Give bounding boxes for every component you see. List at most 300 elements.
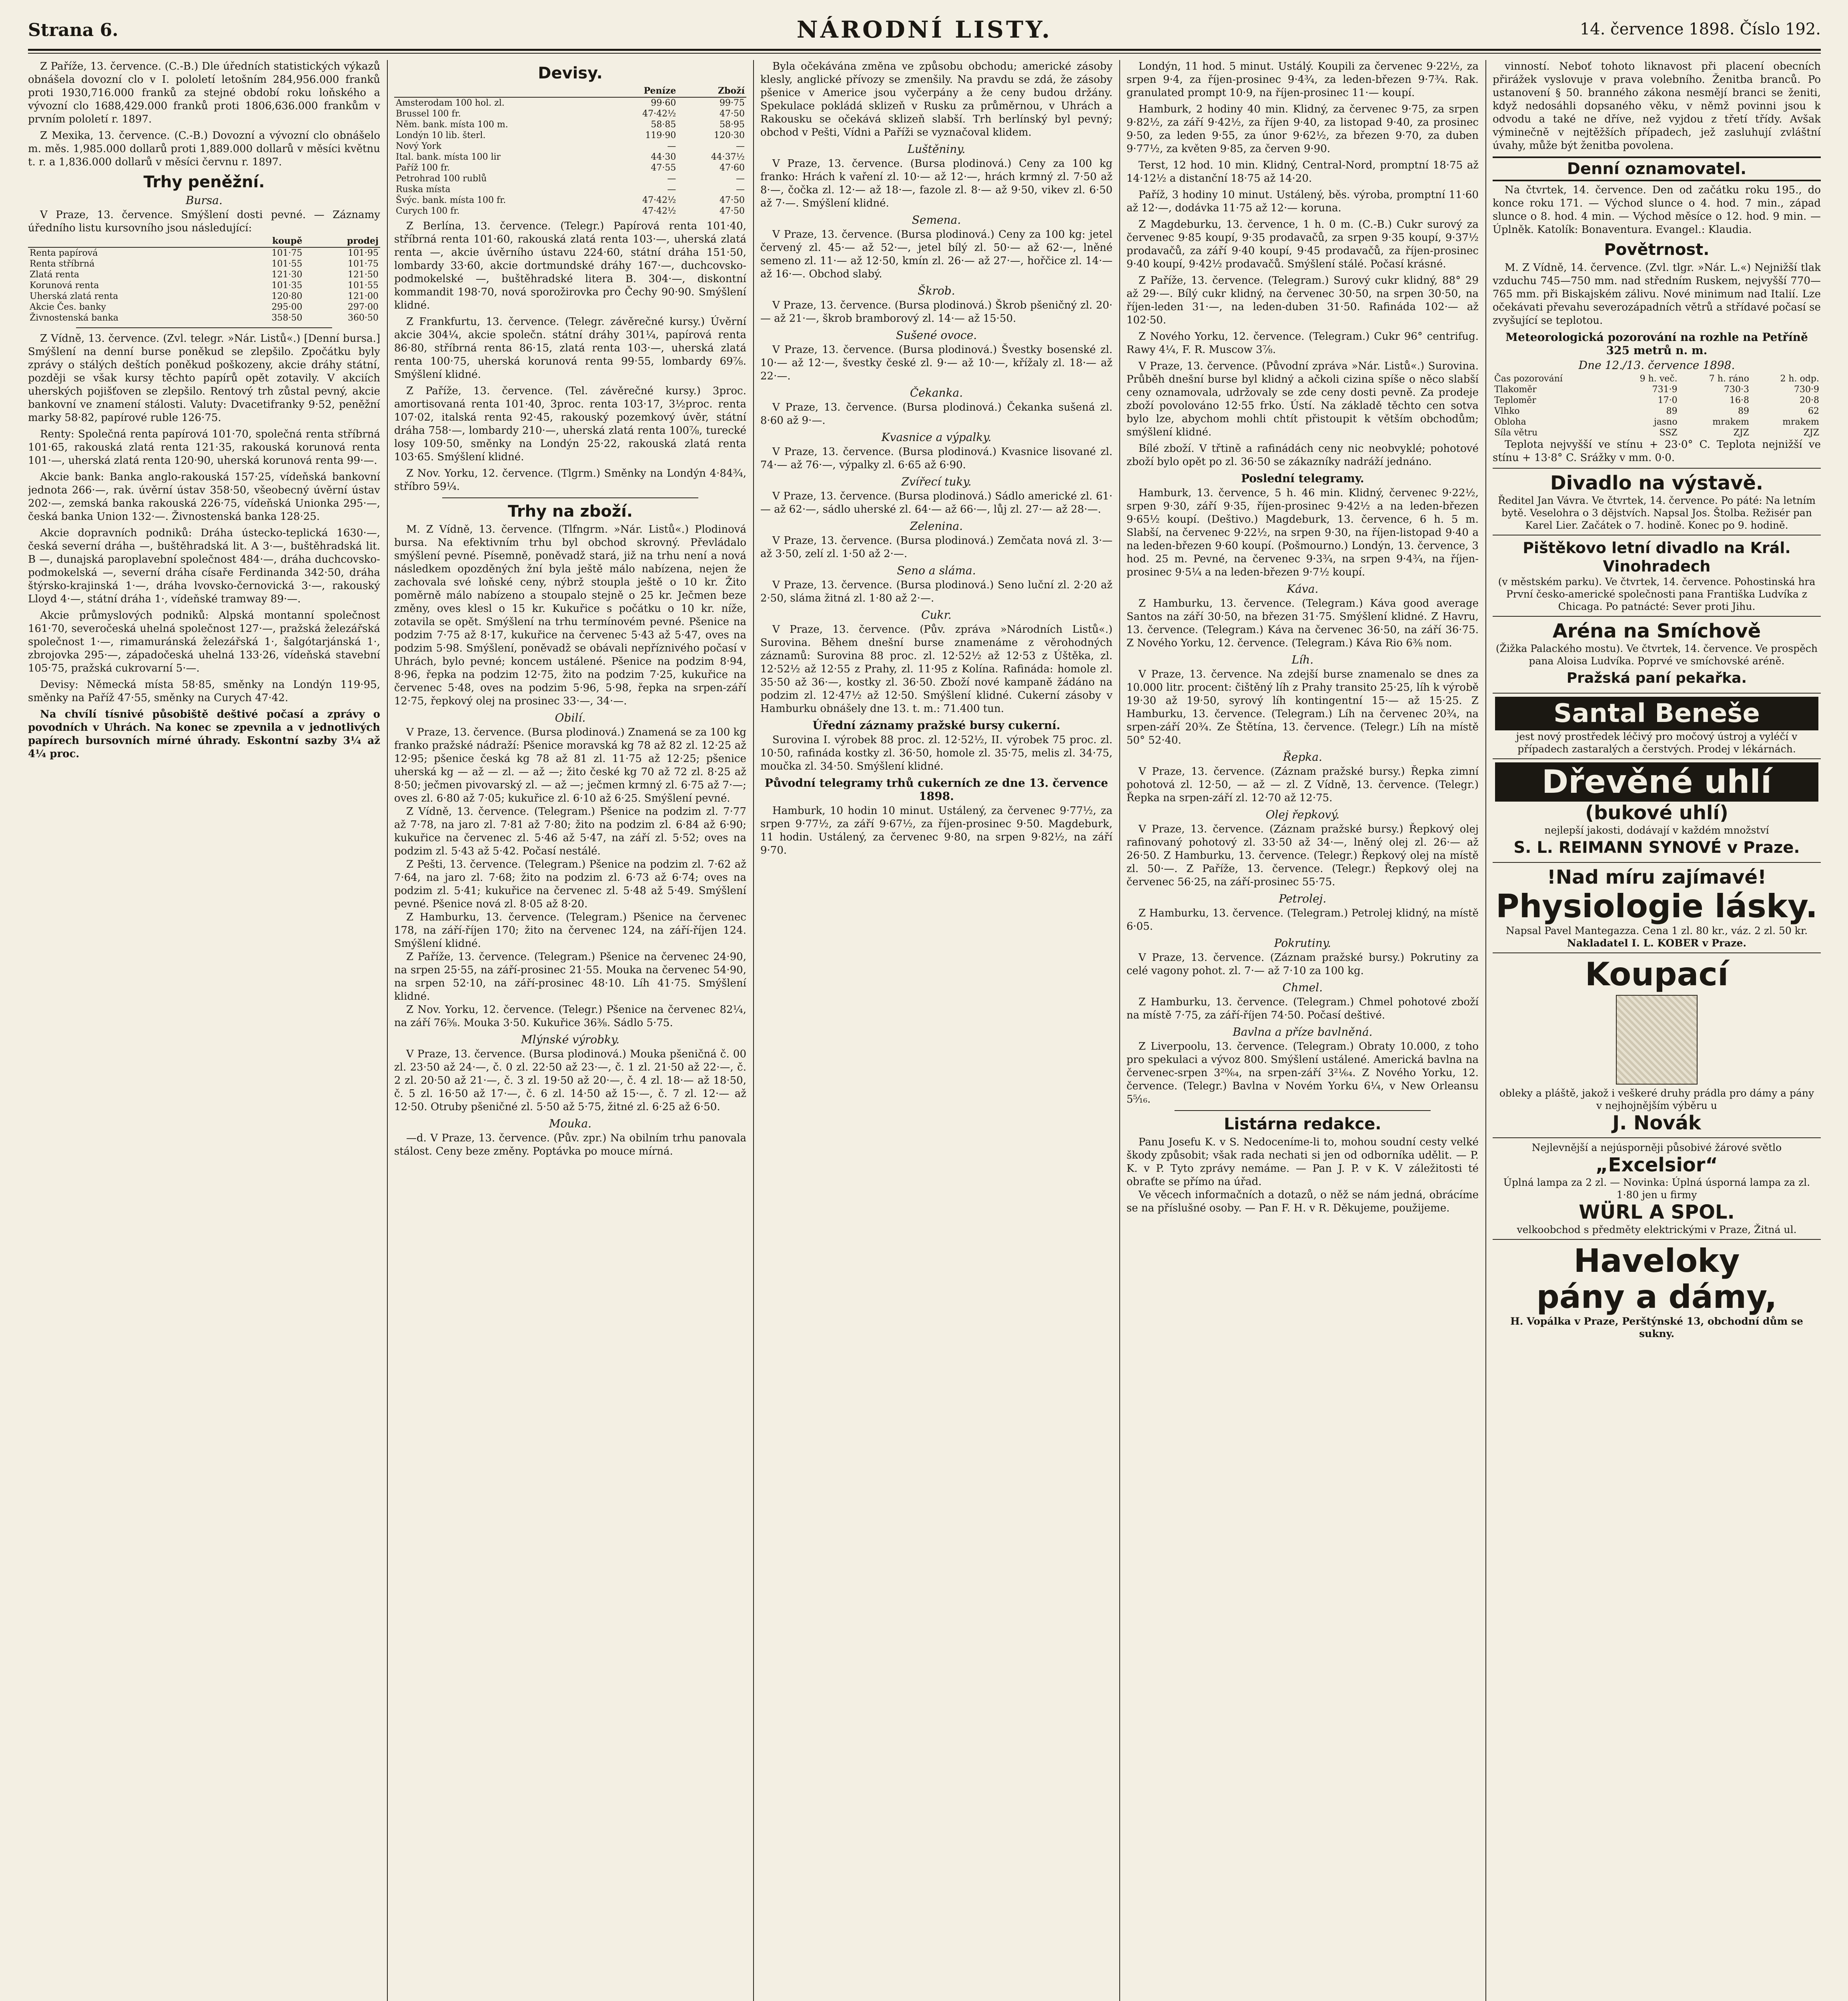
ad-title: Koupací <box>1585 956 1729 993</box>
column-3 <box>760 60 1112 2001</box>
article-market-review <box>760 60 1112 139</box>
article-london-sugar <box>1126 60 1479 100</box>
table-cell: Teploměr <box>1494 395 1536 405</box>
table-cell: 730·9 <box>1794 385 1819 395</box>
ad-title: „Excelsior“ <box>1595 1154 1718 1176</box>
section-subheading: Původní telegramy trhů cukerních ze dne 13. července 1898. <box>764 776 1108 803</box>
article-text: Hamburk, 13. července, 5 h. 46 min. Klidný, červenec 9·22½, srpen 9·30, září 9·35, říjen-prosinec 9·42½ a na leden-březen 9·65½ koupí. (Deštivo.) Magdeburk, 13. července, 6 h. 5 m. Slabší, na červenec 9·22½, na srpen 9·30, na říjen-listopad 9·40 a na leden-březen 9·60 koupí. (Pošmourno.) Londýn, 13. července, 3 hod. 25 m. Pevné, na červenec 9·3¾, na srpen 9·4¾, na říjen-prosinec 9·5¼ a na leden-březen 9·7½ koupí. <box>1126 487 1479 578</box>
table-cell: 121·50 <box>348 270 379 280</box>
table-row <box>1493 395 1821 406</box>
column-divider <box>1485 60 1486 2001</box>
article-text: V Praze, 13. července. (Bursa plodinová.) Sádlo americké zl. 61·— až 62·—, sádlo uherské zl. 64·— až 66·—, lůj zl. 27·— až 28·—. <box>760 490 1112 515</box>
ad-company: S. L. REIMANN SYNOVÉ v Praze. <box>1513 838 1800 857</box>
table-header: koupě <box>230 235 304 247</box>
ad-santal-benes <box>1493 693 1821 758</box>
table-row <box>1493 417 1821 427</box>
section-dried-fruit <box>760 329 1112 383</box>
section-devisy <box>394 64 746 217</box>
table-cell: Něm. bank. místa 100 m. <box>396 120 508 130</box>
ad-text: jest nový prostředek léčivý pro močový ústroj a vyléčí v případech zastaralých a čerstvých. Prodej v lékárnách. <box>1516 731 1798 755</box>
section-subheading: Zelenina. <box>910 519 963 533</box>
ad-bathing-suits <box>1493 952 1821 1137</box>
article-paris-customs <box>28 60 380 126</box>
table-cell: Renta papírová <box>30 248 98 258</box>
column-5 <box>1493 60 1821 2001</box>
section-subheading: Kvasnice a výpalky. <box>881 431 992 444</box>
bather-illustration-icon <box>1616 995 1698 1085</box>
article-text: V Praze, 13. července. (Bursa plodinová.) Zemčata nová zl. 3·— až 3·50, zelí zl. 1·50 až 2·—. <box>760 535 1112 560</box>
table-cell: — <box>667 141 676 151</box>
table-cell: jasno <box>1654 417 1678 427</box>
table-header: Peníze <box>609 85 678 97</box>
section-weather <box>1493 241 1821 327</box>
article-text: Akcie bank: Banka anglo-rakouská 157·25, vídeňská bankovní jednota 266·—, rak. úvěrní ústav 358·50, všeobecný úvěrní ústav 202·—, zemská banka rakouská 226·75, vídeňská Unionka 295·—, česká banka Union 132·—. Živnostenská banka 128·25. <box>28 471 380 523</box>
table-cell: 730·3 <box>1724 385 1749 395</box>
table-cell: ZJZ <box>1803 428 1819 438</box>
table-header: Zboží <box>677 85 746 97</box>
table-row <box>1493 373 1821 384</box>
article-text: Z Paříže, 13. července. (C.-B.) Dle úředních statistických výkazů obnášela dovozní clo v I. pololetí letošním 284,956.000 franků proti 1930,716.000 franků za stejné období roku loňského a vývozní clo 1688,429.000 franků proti 1806,636.000 frankům v prvním pololetí r. 1897. <box>28 60 380 125</box>
ad-text: Nejlevnější a nejúsporněji působivé žárové světlo <box>1531 1142 1782 1153</box>
table-row <box>394 97 746 108</box>
divider <box>442 497 698 498</box>
ad-title: Aréna na Smíchově <box>1552 620 1761 642</box>
table-cell: Akcie Čes. banky <box>30 302 106 312</box>
article-newyork-sugar <box>1126 330 1479 357</box>
article-text: Z Vídně, 13. července. (Telegram.) Pšenice na podzim zl. 7·77 až 7·78, na jaro zl. 7·81 až 7·80; žito na podzim zl. 6·84 až 6·90; kukuřice na červenec zl. 5·46 až 5·47, na září zl. 5·52; oves na podzim zl. 5·43 až 5·42. Počasí nestálé. <box>394 806 746 857</box>
article-text: Byla očekávána změna ve způsobu obchodu; americké zásoby klesly, anglické přívozy se zmenšily. Na pravdu se zdá, že zásoby pšenice v Americe jsou vyčerpány a že ceny budou držány. Spekulace pokládá sklizeň v Rusku za průměrnou, v Uhrách a Rakousku se očekává sklizeň slabší. Trh berlínský byl pevný; obchod v Pešti, Vídni a Paříži se vyznačoval klidem. <box>760 60 1112 138</box>
ad-physiologie <box>1493 862 1821 952</box>
section-subheading: Řepka. <box>1283 750 1323 764</box>
section-subheading: Poslední telegramy. <box>1241 472 1364 485</box>
table-cell: 47·50 <box>720 195 745 205</box>
table-row <box>394 173 746 184</box>
table-cell: Zlatá renta <box>30 270 80 280</box>
article-text: Z Hamburku, 13. července. (Telegram.) Káva good average Santos na září 30·50, na březen 31·75. Smýšlení klidné. Z Havru, 13. července. (Telegram.) Káva na červenec 36·50, na září 36·75. Z Nového Yorku, 12. července. (Telegram.) Káva Rio 6⅜ nom. <box>1126 597 1479 649</box>
section-editorial-letters <box>1126 1115 1479 1215</box>
article-text: Z Hamburku, 13. července. (Telegram.) Pšenice na červenec 178, na září-říjen 170; žito na červenec 124, na září-říjen 124. Smýšlení klidné. <box>394 911 746 950</box>
article-text: Paříž, 3 hodiny 10 minut. Ustálený, běs. výroba, promptní 11·60 až 12·—, dodávka 11·75 až 12·— koruna. <box>1126 189 1479 214</box>
table-cell: 17·0 <box>1658 395 1678 405</box>
section-subheading: Semena. <box>912 213 961 227</box>
table-row <box>28 247 380 259</box>
table-cell: 47·42½ <box>642 109 676 119</box>
column-divider <box>753 60 754 2001</box>
article-trieste <box>1126 159 1479 185</box>
table-cell: Ruska místa <box>396 184 451 194</box>
article-text: V Praze, 13. července. (Pův. zpráva »Národních Listů«.) Surovina. Během dnešní burse znamenáme z věrohodných záznamů: Surovina 88 proc. zl. 12·52½ až 12·53 z Úštěka, zl. 12·52½ až 12·55 z Prahy, zl. 11·95 z Kolína. Rafináda: homole zl. 35·50 až 36·—, kostky zl. 36·50. Zboží nové kampaně žádáno na podzim zl. 12·47½ až 12·50. Smýšlení klidné. Cukerní zásoby v Hamburku obnášely dne 13. t. m.: 71.400 tun. <box>760 624 1112 715</box>
table-cell: Uherská zlatá renta <box>30 291 118 301</box>
article-text: Bílé zboží. V třtině a rafinádách ceny nic neobvyklé; pohotové zboží bylo opět po zl. 36·50 se zákazníky nadráží jednáno. <box>1126 443 1479 468</box>
ad-text: (v městském parku). Ve čtvrtek, 14. července. Pohostinská hra První česko-americké společnosti pana Františka Ludvíka z Chicaga. Po patnácté: Sever proti Jihu. <box>1498 576 1816 612</box>
ad-charcoal <box>1493 758 1821 862</box>
ad-text: Napsal Pavel Mantegazza. Cena 1 zl. 80 kr., váz. 2 zl. 50 kr. <box>1505 925 1808 936</box>
table-cell: 58·85 <box>651 120 676 130</box>
article-text: Z Nov. Yorku, 12. července. (Telegr.) Pšenice na červenec 82¼, na září 76⅝. Mouka 3·50. Kukuřice 36⅜. Sádlo 5·75. <box>394 1004 746 1029</box>
section-coffee <box>1126 582 1479 650</box>
article-text: Surovina I. výrobek 88 proc. zl. 12·52½, II. výrobek 75 proc. zl. 10·50, rafináda kostky zl. 36·50, homole zl. 35·75, melis zl. 34·75, moučka zl. 34·50. Smýšlení klidné. <box>760 734 1112 772</box>
quotes-table <box>28 235 380 323</box>
table-cell: Londýn 10 lib. šterl. <box>396 130 486 140</box>
divider <box>76 327 332 328</box>
article-paris-quotes <box>394 385 746 464</box>
section-heading: Devisy. <box>538 64 603 82</box>
ad-theatre-exhibition <box>1493 468 1821 535</box>
article-text: Z Pešti, 13. července. (Telegram.) Pšenice na podzim zl. 7·62 až 7·64, na jaro zl. 7·68; žito na podzim zl. 6·73 až 6·74; oves na podzim zl. 5·41; kukuřice na červenec zl. 5·48 až 5·49. Smýšlení pevné. Pšenice nová zl. 8·05 až 8·20. <box>394 858 746 910</box>
table-cell: — <box>736 184 745 194</box>
table-row <box>394 152 746 162</box>
divider <box>1175 1110 1431 1111</box>
article-text: Ve věcech informačních a dotazů, o něž se nám jedná, obrácíme se na příslušné osoby. — Pan F. H. v R. Děkujeme, použijeme. <box>1126 1189 1479 1214</box>
table-cell: — <box>736 174 745 184</box>
article-text: V Praze, 13. července. (Bursa plodinová.) Škrob pšeničný zl. 20·— až 21·—, škrob bramborový zl. 14·— až 15·50. <box>760 299 1112 325</box>
table-cell: 2 h. odp. <box>1780 374 1819 384</box>
article-text: V Praze, 13. července. (Bursa plodinová.) Ceny za 100 kg franko: Hrách k vaření zl. 10·— až 12·—, hrách krmný zl. 7·50 až 8·—, čočka zl. 12·— až 18·—, fazole zl. 8·— až 9·50, vikev zl. 6·50 až 7·—. Smýšlení klidné. <box>760 158 1112 209</box>
article-text: V Praze, 13. července. (Záznam pražské bursy.) Řepka zimní pohotová zl. 12·50, — až — zl. Z Vídně, 13. července. (Telegr.) Řepka na srpen-září zl. 12·70 až 12·75. <box>1126 766 1479 804</box>
table-cell: 295·00 <box>271 302 303 312</box>
section-heading: Trhy peněžní. <box>143 173 265 191</box>
section-starch <box>760 284 1112 325</box>
ad-title: Divadlo na výstavě. <box>1550 472 1764 494</box>
article-text: Na čtvrtek, 14. července. Den od začátku roku 195., do konce roku 171. — Východ slunce o 4. hod. 7 min., západ slunce o 8. hod. 4 min. — Východ měsíce o 12. hod. 9 min. — Úplněk. Katolík: Bonaventura. Evangel.: Klaudia. <box>1493 184 1821 236</box>
ad-pistek-theatre <box>1493 535 1821 616</box>
table-cell: 62 <box>1808 406 1819 416</box>
article-text: Devisy: Německá místa 58·85, směnky na Londýn 119·95, směnky na Paříž 47·55, směnky na Curych 47·42. <box>28 679 380 704</box>
article-closing <box>28 708 380 761</box>
table-cell: 20·8 <box>1800 395 1819 405</box>
table-cell: Živnostenská banka <box>30 313 119 323</box>
section-money-markets <box>28 173 380 323</box>
article-text: Z Hamburku, 13. července. (Telegram.) Chmel pohotové zboží na místě 7·75, za září-říjen 74·50. Počasí deštivé. <box>1126 996 1479 1021</box>
section-subheading: Škrob. <box>918 284 955 297</box>
table-row <box>28 291 380 302</box>
article-text: V Praze, 13. července. (Záznam pražské bursy.) Pokrutiny za celé vagony pohot. zl. 7·— až 7·10 za 100 kg. <box>1126 952 1479 977</box>
article-text: Z Nov. Yorku, 12. července. (Tlgrm.) Směnky na Londýn 4·84¾, stříbro 59¼. <box>394 467 746 493</box>
ad-title: Santal Beneše <box>1495 697 1818 730</box>
table-cell: Ital. bank. místa 100 lir <box>396 152 501 162</box>
table-cell: Obloha <box>1494 417 1526 427</box>
section-grain <box>394 711 746 1030</box>
table-cell: 44·30 <box>651 152 676 162</box>
article-frankfurt <box>394 315 746 381</box>
table-cell: Renta stříbrná <box>30 259 95 269</box>
table-cell: 101·95 <box>348 248 379 258</box>
column-2 <box>394 60 746 2001</box>
section-sugar-telegrams <box>760 776 1112 857</box>
article-text: Z Mexika, 13. července. (C.-B.) Dovozní a vývozní clo obnášelo m. měs. 1,985.000 dollarů proti 1,889.000 dollarů v měsíci květnu t. r. a 1,836.000 dollarů v měsíci červnu r. 1897. <box>28 130 380 168</box>
masthead-rule-thin <box>28 53 1821 54</box>
article-newyork <box>394 467 746 493</box>
section-petroleum <box>1126 892 1479 933</box>
table-cell: Švýc. bank. místa 100 fr. <box>396 195 506 205</box>
ad-text: velkoobchod s předměty elektrickými v Praze, Žitná ul. <box>1517 1224 1797 1235</box>
section-sugar-official <box>760 719 1112 773</box>
article-magdeburg <box>1126 218 1479 271</box>
section-spirits <box>1126 653 1479 747</box>
table-row <box>28 313 380 323</box>
table-cell: Curych 100 fr. <box>396 206 460 216</box>
table-row <box>394 195 746 206</box>
section-flour <box>394 1117 746 1158</box>
table-cell: 44·37½ <box>711 152 745 162</box>
table-row <box>394 141 746 152</box>
article-text: V Praze, 13. července. (Bursa plodinová.) Znamená se za 100 kg franko pražské nádraží: Pšenice moravská kg 78 až 82 zl. 12·25 až 12·95; pšenice česká kg 78 až 81 zl. 11·75 až 12·25; pšenice uherská kg — až — zl. — až —; žito české kg 70 až 72 zl. 8·25 až 8·50; ječmen pivovarský zl. — až —; ječmen krmný zl. 6·75 až 7·—; oves zl. 6·80 až 7·05; kukuřice zl. 6·10 až 6·25. Smýšlení pevné. <box>394 726 746 804</box>
table-row <box>28 280 380 291</box>
table-row <box>28 269 380 280</box>
table-cell: 101·55 <box>271 259 303 269</box>
article-text: Londýn, 11 hod. 5 minut. Ustálý. Koupili za červenec 9·22½, za srpen 9·4, za říjen-prosinec 9·4¾, za leden-březen 9·7¾. Rak. granulated prompt 10·9, na říjen-prosinec 11·— koupí. <box>1126 60 1479 99</box>
table-cell: 89 <box>1666 406 1678 416</box>
section-subheading: Sušené ovoce. <box>896 329 977 342</box>
ad-text: (Žižka Palackého mostu). Ve čtvrtek, 14. července. Ve prospěch pana Aloisa Ludvíka. Poprvé ve smíchovské aréně. <box>1495 643 1818 667</box>
table-cell: 297·00 <box>348 302 379 312</box>
table-row <box>1493 406 1821 417</box>
section-daily-calendar <box>1493 156 1821 237</box>
section-yeast <box>760 431 1112 472</box>
section-heading: Denní oznamovatel. <box>1493 156 1821 181</box>
section-subheading: Úřední záznamy pražské bursy cukerní. <box>812 719 1060 732</box>
ad-text: Ředitel Jan Vávra. Ve čtvrtek, 14. července. Po páté: Na letním bytě. Veselohra o 3 dějstvích. Napsal Jos. Štolba. Režisér pan Karel Lier. Začátek o 7. hodině. Konec po 9. hodině. <box>1498 495 1816 531</box>
article-text: Hamburk, 10 hodin 10 minut. Ustálený, za červenec 9·77½, za srpen 9·77½, za září 9·67½, za říjen-prosinec 9·50. Magdeburk, 11 hodin. Ustálený, za červenec 9·80, na srpen 9·82½, na září 9·70. <box>760 805 1112 856</box>
masthead <box>28 16 1821 48</box>
table-cell: 119·90 <box>645 130 676 140</box>
section-commodity-markets <box>394 502 746 708</box>
table-header-row <box>394 85 746 97</box>
section-meteo-observations <box>1493 331 1821 465</box>
table-cell: Petrohrad 100 rublů <box>396 174 487 184</box>
table-cell: 47·55 <box>651 163 676 173</box>
ad-company: WÜRL A SPOL. <box>1579 1201 1735 1223</box>
table-cell: Síla větru <box>1494 428 1538 438</box>
section-subheading: Obilí. <box>555 711 586 724</box>
table-cell: 89 <box>1738 406 1749 416</box>
table-header <box>28 235 230 247</box>
table-cell: 47·60 <box>720 163 745 173</box>
table-cell: 358·50 <box>271 313 303 323</box>
table-cell: Čas pozorování <box>1494 374 1563 384</box>
article-text: vinností. Neboť tohoto liknavost při placení obecních přirážek vyslovuje v prava volebního. Ženitba branců. Po ustanovení § 50. branného zákona nesmějí branci se ženiti, když nedosáhli dopsaného věku, v němž povinni jsou k odvodu a také ne dříve, než vyjdou z třetí třídy. Avšak výminečně v nejtěžších případech, jež zasluhují zvláštní úvahy, může být ženitba povolena. <box>1493 60 1821 152</box>
article-text: V Praze, 13. července. (Bursa plodinová.) Čekanka sušená zl. 8·60 až 9·—. <box>760 401 1112 427</box>
section-subheading: Petrolej. <box>1279 892 1327 905</box>
article-text: V Praze, 13. července. (Bursa plodinová.) Mouka pšeničná č. 00 zl. 23·50 až 24·—, č. 0 zl. 22·50 až 23·—, č. 1 zl. 21·50 až 22·—, č. 2 zl. 20·50 až 21·—, č. 3 zl. 19·50 až 20·—, č. 4 zl. 18·— až 18·50, č. 5 zl. 16·50 až 17·—, č. 6 zl. 14·50 až 15·—, č. 7 zl. 12·— až 12·50. Otruby pšeničné zl. 5·50 až 5·75, žitné zl. 6·25 až 6·50. <box>394 1048 746 1113</box>
ad-title: Physiologie lásky. <box>1495 888 1818 925</box>
article-text: Renty: Společná renta papírová 101·70, společná renta stříbrná 101·65, rakouská zlatá renta 121·35, rakouská korunová renta 101·—, uherská zlatá renta 120·90, uherská korunová renta 99·—. <box>28 428 380 467</box>
article-vienna-exchange <box>28 332 380 425</box>
article-industry-shares <box>28 609 380 675</box>
column-divider <box>1119 60 1120 2001</box>
article-berlin <box>394 220 746 312</box>
article-text: Terst, 12 hod. 10 min. Klidný, Central-Nord, promptní 18·75 až 14·12½ a distanční 18·75 až 14·20. <box>1126 159 1479 184</box>
article-text: —d. V Praze, 13. července. (Pův. zpr.) Na obilním trhu panovala stálost. Ceny beze změny. Poptávka po mouce mírná. <box>394 1132 746 1157</box>
table-cell: mrakem <box>1712 417 1749 427</box>
table-row <box>1493 384 1821 395</box>
table-cell: Paříž 100 fr. <box>396 163 450 173</box>
article-text: V Praze, 13. července. (Bursa plodinová.) Kvasnice lisované zl. 74·— až 76·—, výpalky zl. 6·65 až 6·90. <box>760 446 1112 471</box>
ad-title: Dřevěné uhlí <box>1495 762 1818 802</box>
table-header <box>394 85 609 97</box>
section-subheading: Káva. <box>1287 582 1319 595</box>
article-rents <box>28 428 380 467</box>
article-text: Z Berlína, 13. července. (Telegr.) Papírová renta 101·40, stříbrná renta 101·60, rakouská zlatá renta 103·—, uherská zlatá renta —, akcie úvěrního ústavu 224·60, státní dráha 151·50, lombardy 33·60, akcie dortmundské dráhy 167·—, duchcovsko-podmokelské —, buštěhradské litera B. 304·—, diskontní kommandit 198·70, nová sporožirovka pro Čechy 90·90. Smýšlení klidné. <box>394 220 746 311</box>
section-subheading: Bavlna a příze bavlněná. <box>1233 1025 1373 1039</box>
table-row <box>394 108 746 119</box>
section-cotton <box>1126 1025 1479 1106</box>
section-subheading: Mlýnské výrobky. <box>521 1033 620 1046</box>
table-cell: Tlakoměr <box>1494 385 1537 395</box>
article-text: M. Z Vídně, 13. července. (Tlfngrm. »Nár. Listů«.) Plodinová bursa. Na efektivním trhu byl obchod skrovný. Převládalo smýšlení pevné. Písemně, poněvadž stará, již na trhu není a nová následkem opozděných žní byla ještě málo nabízena, nejen že zachovala své loňské ceny, nýbrž stoupla ještě o 10 kr. Žito poměrně málo nabízeno a stoupalo stejně o 25 kr. Ječmen beze změny, oves klesl o 15 kr. Kukuřice s počátku o 10 kr. níže, zotavila se opět. Smýšlení na trhu termínovém pevné. Pšenice na podzim 7·75 až 8·17, kukuřice na červenec 5·43 až 5·47, oves na podzim 5·98. Smýšlení, poněvadž se obávali nepříznivého počasí v Uhrách, bylo pevné; koncem ustálené. Pšenice na podzim 8·94, 8·96, řepka na podzim 12·75, žito na podzim 7·25, kukuřice na červenec 5·48, oves na podzim 5·96, 5·98, řepka na srpen-září 12·75, řepkový olej na prosinec 33·—, 34·—. <box>394 523 746 707</box>
ad-title: Pištěkovo letní divadlo na Král. Vinohradech <box>1523 539 1791 575</box>
section-subheading: Mouka. <box>549 1117 592 1130</box>
article-text: Akcie průmyslových podniků: Alpská montanní společnost 161·70, severočeská uhelná společnost 127·—, pražská železářská společnost 1·—, rimamuránská železářská 1·, šalgótarjánská 1·, zbrojovka 295·—, západočeská uhelná 133·26, vídeňská stavební 105·75, pražská cukrovarní 5·—. <box>28 610 380 674</box>
section-subheading: Olej řepkový. <box>1265 808 1340 821</box>
table-cell: 101·55 <box>348 281 379 291</box>
article-text: Akcie dopravních podniků: Dráha ústecko-teplická 1630·—, česká severní dráha —, buštěhradská lit. A 3·—, buštěhradská lit. B —, dunajská paroplavební společnost 484·—, dráha duchcovsko-podmokelská —, severní dráha císaře Ferdinanda 342·50, dráha štýrsko-krajinská 1·—, dráha lvovsko-černovická 3·—, rakouský Lloyd 4·—, státní dráha 1·, vídeňské tramway 89·—. <box>28 527 380 605</box>
section-oilcake <box>1126 936 1479 978</box>
article-hamburg-sugar <box>1126 103 1479 156</box>
ad-text: obleky a pláště, jakož i veškeré druhy prádla pro dámy a pány v nejhojnějším výběru u <box>1499 1087 1814 1111</box>
table-cell: 47·50 <box>720 206 745 216</box>
section-heading: Povětrnost. <box>1604 241 1710 259</box>
article-paris-sugar-2 <box>1126 274 1479 327</box>
section-heading: Listárna redakce. <box>1224 1115 1381 1133</box>
article-text: V Praze, 13. července. (Bursa plodinová.) Švestky bosenské zl. 10·— až 12·—, švestky české zl. 9·— až 10·—, křížaly zl. 18·— až 22·—. <box>760 344 1112 382</box>
issue-date: 14. července 1898. Číslo 192. <box>1579 20 1821 38</box>
section-last-telegrams <box>1126 472 1479 579</box>
meteo-date: Dne 12./13. července 1898. <box>1578 359 1735 372</box>
table-row <box>394 206 746 217</box>
section-subheading: Luštěniny. <box>907 142 966 156</box>
masthead-rule <box>28 49 1821 51</box>
section-subheading: Meteorologická pozorování na rozhle na Petříně 325 metrů n. m. <box>1505 331 1808 357</box>
section-mill-products <box>394 1033 746 1114</box>
table-cell: 58·95 <box>720 120 745 130</box>
table-cell: 731·9 <box>1652 385 1678 395</box>
article-notice <box>1493 60 1821 152</box>
article-text: Teplota nejvyšší ve stínu + 23·0° C. Teplota nejnižší ve stínu + 13·8° C. Srážky v mm. 0·0. <box>1493 439 1821 464</box>
section-subheading: Bursa. <box>186 194 222 207</box>
table-cell: — <box>736 141 745 151</box>
table-cell: 120·30 <box>714 130 745 140</box>
table-cell: Korunová renta <box>30 281 99 291</box>
table-cell: Vlhko <box>1494 406 1520 416</box>
article-raw-sugar <box>1126 360 1479 439</box>
table-cell: Amsterodam 100 hol. zl. <box>396 98 505 108</box>
article-text: Z Paříže, 13. července. (Telegram.) Pšenice na červenec 24·90, na srpen 25·55, na září-prosinec 21·55. Mouka na červenec 54·90, na srpen 52·10, na září-prosinec 48·10. Líh 41·75. Smýšlení klidné. <box>394 951 746 1003</box>
article-text: V Praze, 13. července. (Záznam pražské bursy.) Řepkový olej rafinovaný pohotový zl. 33·50 až 34·—, lněný olej zl. 26·— až 26·50. Z Hamburku, 13. července. (Telegr.) Řepkový olej na místě zl. 50·—. Z Paříže, 13. července. (Telegr.) Řepkový olej na červenec 56·25, na září-prosinec 55·75. <box>1126 823 1479 888</box>
table-cell: — <box>667 174 676 184</box>
section-subheading: Pokrutiny. <box>1274 936 1331 950</box>
ad-publisher: Nakladatel I. L. KOBER v Praze. <box>1567 937 1747 949</box>
meteo-table <box>1493 373 1821 438</box>
section-subheading: Seno a sláma. <box>897 564 976 577</box>
table-cell: 9 h. več. <box>1640 374 1678 384</box>
article-text: Z Paříže, 13. července. (Telegram.) Surový cukr klidný, 88° 29 až 29·—. Bílý cukr klidný, na červenec 30·50, na srpen 30·50, na říjen-leden 31·—, na leden-duben 31·50. Rafináda 102·— až 102·50. <box>1126 275 1479 326</box>
table-cell: 99·60 <box>651 98 676 108</box>
article-text: Z Magdeburku, 13. července, 1 h. 0 m. (C.-B.) Cukr surový za červenec 9·85 koupí, 9·35 prodavačů, za srpen 9·35 koupí, 9·37½ prodavačů, za září 9·40 koupí, 9·45 prodavačů, za říjen-prosinec 9·40 koupí, 9·42½ prodavačů. Smýšlení stálé. Počasí krásné. <box>1126 219 1479 270</box>
column-1 <box>28 60 380 2001</box>
section-rapeseed-oil <box>1126 808 1479 889</box>
article-text: V Praze, 13. července. (Bursa plodinová.) Seno luční zl. 2·20 až 2·50, sláma žitná zl. 1·80 až 2·—. <box>760 579 1112 604</box>
table-row <box>28 259 380 269</box>
table-cell: 47·42½ <box>642 195 676 205</box>
article-text: Z Liverpoolu, 13. července. (Telegram.) Obraty 10.000, z toho pro spekulaci a vývoz 800. Smýšlení ustálené. Americká bavlna na červenec-srpen 3²⁰⁄₆₄, na srpen-září 3²¹⁄₆₄. Z Nového Yorku, 12. července. (Telegr.) Bavlna v Novém Yorku 6¼, v New Orleansu 5⁵⁄₁₆. <box>1126 1041 1479 1105</box>
section-legumes <box>760 142 1112 210</box>
ad-text: Úplná lampa za 2 zl. — Novinka: Úplná úsporná lampa za zl. 1·80 jen u firmy <box>1503 1177 1810 1201</box>
section-hops <box>1126 981 1479 1022</box>
ad-title: Haveloky <box>1573 1242 1740 1279</box>
ad-excelsior <box>1493 1137 1821 1239</box>
ad-arena-smichov <box>1493 616 1821 693</box>
article-devisy <box>28 678 380 705</box>
table-row <box>28 302 380 313</box>
ad-company: J. Novák <box>1612 1112 1701 1134</box>
table-row <box>394 184 746 195</box>
section-heading: Trhy na zboží. <box>507 502 633 521</box>
table-cell: Brussel 100 fr. <box>396 109 461 119</box>
article-transport-shares <box>28 527 380 606</box>
table-cell: 101·75 <box>271 248 303 258</box>
ad-subtitle: Pražská paní pekařka. <box>1566 670 1747 686</box>
article-text: V Praze, 13. července. (Původní zpráva »Nár. Listů«.) Surovina. Průběh dnešní burse byl klidný a ačkoli cizina spíše o něco slabší ceny oznamovala, udržovaly se zde ceny dosti pevně. Za prodeje zboží povolováno 12·55 frko. Ústí. Na základě těchto cen sotva bylo lze, abychom mohli chtít přistoupit k větším obchodům; smýšlení klidné. <box>1126 360 1479 438</box>
section-vegetables <box>760 519 1112 561</box>
article-mexico <box>28 129 380 169</box>
table-cell: 47·50 <box>720 109 745 119</box>
section-subheading: Líh. <box>1291 653 1314 666</box>
article-text: Hamburk, 2 hodiny 40 min. Klidný, za červenec 9·75, za srpen 9·82½, za září 9·42½, za říjen 9·40, za listopad 9·40, za prosinec 9·50, za leden 9·55, za únor 9·62½, za březen 9·70, za duben 9·77½, za květen 9·85, za červen 9·90. <box>1126 103 1479 155</box>
table-cell: 121·00 <box>348 291 379 301</box>
article-text: V Praze, 13. července. (Bursa plodinová.) Ceny za 100 kg: jetel červený zl. 45·— až 52·—, jetel bílý zl. 50·— až 62·—, lněné semeno zl. 11·— až 12·50, kmín zl. 26·— až 27·—, hořčice zl. 14·— až 16·—. Obchod slabý. <box>760 229 1112 280</box>
table-row <box>394 130 746 141</box>
ad-subtitle: (bukové uhlí) <box>1585 802 1728 824</box>
table-cell: — <box>667 184 676 194</box>
table-cell: 7 h. ráno <box>1709 374 1749 384</box>
table-header-row <box>28 235 380 247</box>
section-sugar <box>760 608 1112 716</box>
article-text: V Praze, 13. července. Smýšlení dosti pevné. — Záznamy úředního listu kursovního jsou následující: <box>28 209 380 234</box>
ad-company: H. Vopálka v Praze, Perštýnské 13, obchodní dům se sukny. <box>1510 1315 1803 1339</box>
section-animal-fats <box>760 475 1112 516</box>
article-text: Z Nového Yorku, 12. července. (Telegram.) Cukr 96° centrifug. Rawy 4¼, F. R. Muscow 3⅞. <box>1126 331 1479 356</box>
section-hay-straw <box>760 564 1112 605</box>
table-cell: 101·35 <box>271 281 303 291</box>
table-cell: 16·8 <box>1729 395 1749 405</box>
article-text: V Praze, 13. července. Na zdejší burse znamenalo se dnes za 10.000 litr. procent: čištěný líh z Prahy transito 25·25, líh k výrobě 19·30 až 19·50, syrový líh kontingentní 15·— až 15·25. Z Hamburku, 13. července. (Telegram.) Líh na červenec 20¾, na srpen-září 20¾. Ze Štětína, 13. července. (Telegr.) Líh na místě 50° 52·40. <box>1126 668 1479 746</box>
table-cell: 120·80 <box>271 291 303 301</box>
table-cell: SSZ <box>1659 428 1678 438</box>
article-text: Z Vídně, 13. července. (Zvl. telegr. »Nár. Listů«.) [Denní bursa.] Smýšlení na denní burse poněkud se zlepšilo. Zpočátku byly zprávy o stálých deštích poněkud poškozeny, akcie dráhy státní, později se však kursy těchto papírů opět zotavily. V akciích uherských pojišťoven se zlepšilo. Rentový trh zůstal pevný, akcie bankovní ve znamení stálosti. Valuty: Dvacetifranky 9·52, peněžní marky 58·82, papírové ruble 126·75. <box>28 333 380 424</box>
table-header: prodej <box>304 235 380 247</box>
section-subheading: Zvířecí tuky. <box>901 475 972 488</box>
table-row <box>394 162 746 173</box>
article-text: M. Z Vídně, 14. července. (Zvl. tlgr. »Nár. L.«) Nejnižší tlak vzduchu 745—750 mm. nad středním Ruskem, nejvyšší 770—765 mm. při Biskajském zálivu. Nové minimum nad Italií. Lze očekávati převahu severozápadních větrů a střídavé počasí se zvyšující se teplotou. <box>1493 262 1821 327</box>
column-4 <box>1126 60 1479 2001</box>
page-number: Strana 6. <box>28 20 118 40</box>
section-rapeseed <box>1126 750 1479 805</box>
section-seeds <box>760 213 1112 281</box>
article-paris-sugar <box>1126 188 1479 215</box>
table-cell: 360·50 <box>348 313 379 323</box>
table-cell: 99·75 <box>720 98 745 108</box>
article-text: Z Paříže, 13. července. (Tel. závěrečné kursy.) 3proc. amortisovaná renta 101·40, 3proc. renta 103·17, 3½proc. renta 107·02, italská renta 92·45, rakouský pozemkový úvěr, státní dráha 758·—, lombardy 210·—, uherská zlatá renta 100⅞, turecké losy 109·50, směnky na Londýn 25·22, rakouská zlatá renta 103·65. Smýšlení klidné. <box>394 385 746 463</box>
section-subheading: Cukr. <box>921 608 952 622</box>
article-text: Panu Josefu K. v S. Nedoceníme-li to, mohou soudní cesty velké škody způsobit; však rada nechati si jen od odborníka udělit. — P. K. v P. Tyto zprávy nemáme. — Pan J. P. v K. V záležitosti té obraťte se přímo na úřad. <box>1126 1136 1479 1188</box>
devisy-table <box>394 85 746 217</box>
ad-text: nejlepší jakosti, dodávají v každém množství <box>1544 824 1769 836</box>
article-white-sugar <box>1126 442 1479 469</box>
article-text: Na chvílí tísnivé působiště deštivé počasí a zprávy o povodních v Uhrách. Na konec se zpevnila a v jednotlivých papírech bursovních mírné úhrady. Eskontní sazby 3¼ až 4¼ proc. <box>28 708 380 760</box>
article-text: Z Frankfurtu, 13. července. (Telegr. závěrečné kursy.) Úvěrní akcie 304¼, akcie společn. státní dráhy 301¼, papírová renta 86·80, stříbrná renta 86·15, zlatá renta 103·—, uherská zlatá renta 100·75, uherská korunová renta 99·55, lombardy 69⅞. Smýšlení klidné. <box>394 316 746 381</box>
table-cell: ZJZ <box>1733 428 1749 438</box>
